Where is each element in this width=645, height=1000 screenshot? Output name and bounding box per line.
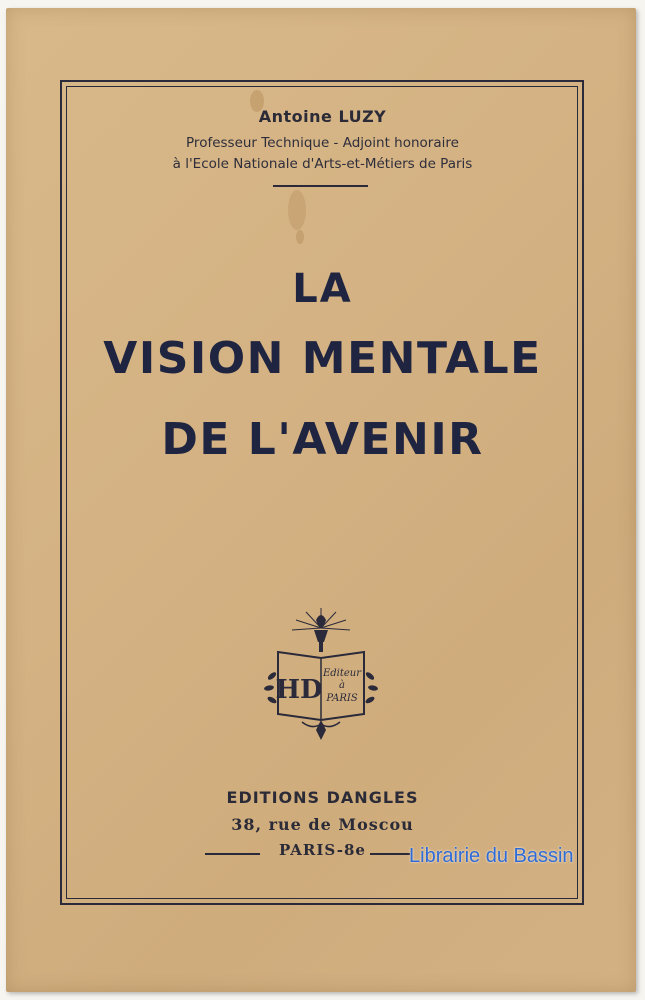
title-line-1: LA (292, 266, 353, 312)
separator-rule (273, 185, 368, 187)
watermark-text: Librairie du Bassin (409, 845, 574, 867)
emblem-text-3: PARIS (326, 693, 358, 704)
right-dash (370, 853, 410, 855)
emblem-text-2: à (339, 680, 345, 691)
publisher-name: EDITIONS DANGLES (226, 788, 419, 807)
title-line-3: DE L'AVENIR (161, 414, 484, 465)
title-line-2: VISION MENTALE (103, 333, 542, 384)
inner-border (66, 86, 578, 899)
emblem-monogram: HD (275, 675, 323, 705)
author-credential-line1: Professeur Technique - Adjoint honoraire (186, 135, 459, 151)
publisher-address: 38, rue de Moscou (231, 815, 414, 834)
author-credential-line2: à l'Ecole Nationale d'Arts-et-Métiers de Paris (172, 156, 473, 172)
publisher-emblem-icon (262, 606, 380, 746)
publisher-city: PARIS-8e (279, 841, 366, 859)
author-name: Antoine LUZY (258, 107, 387, 126)
emblem-text-1: Editeur (322, 668, 362, 679)
